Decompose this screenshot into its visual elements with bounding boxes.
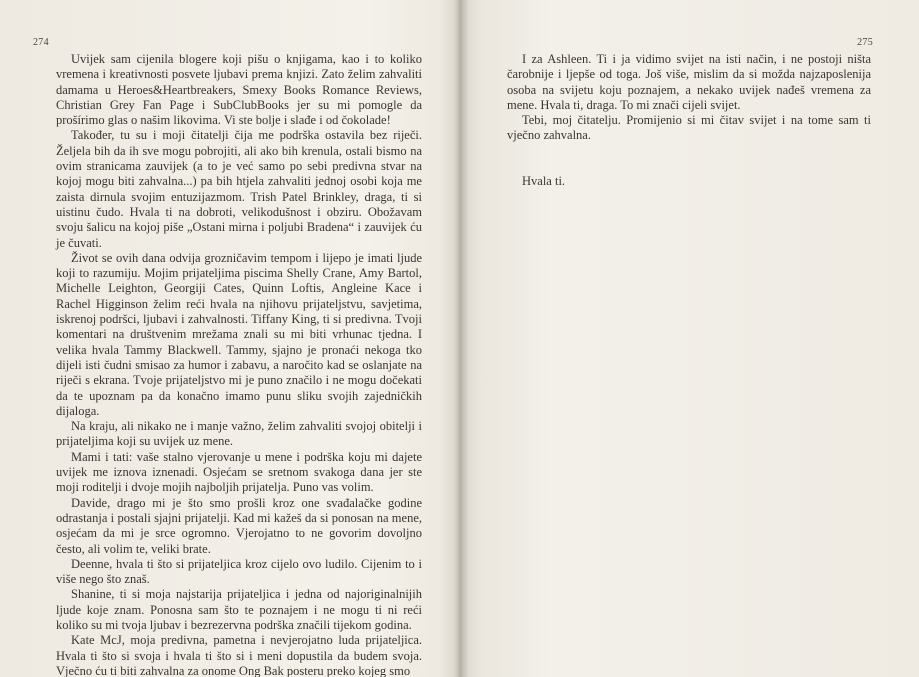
paragraph: Također, tu su i moji čitatelji čija me podrška ostavila bez riječi. Željela bih da ih sve mogu pobrojiti, ali ako bih krenula, ostali bismo na ovim stranicama zauvijek (a to je već samo po sebi predivna stvar na kojoj mogu biti zahvalna...) pa bih htjela zahvaliti jednoj osobi koja me zaista dirnula svojim entuzijazmom. Trish Patel Brinkley, draga, ti si uistinu čudo. Hvala ti na dobroti, velikodušnost i obziru. Obožavam svoju šalicu na kojoj piše „Ostani mirna i poljubi Bradena“ i zauvijek ću je čuvati. [56,128,422,250]
paragraph: Davide, drago mi je što smo prošli kroz one svađalačke godine odrastanja i postali sjajni prijatelji. Kad mi kažeš da si ponosan na mene, osjećam da mi je srce ogromno. Vjerojatno to ne govorim dovoljno često, ali volim te, veliki brate. [56,495,422,556]
paragraph-gap [507,144,871,174]
paragraph: Mami i tati: vaše stalno vjerovanje u mene i podrška koju mi dajete uvijek me iznova iznenadi. Osjećam se sretnom svakoga dana jer ste moji roditelji i dvoje mojih najboljih prijatelja. Puno vas volim. [56,449,422,495]
left-page [0,0,459,677]
paragraph: Život se ovih dana odvija grozničavim tempom i lijepo je imati ljude koji to razumiju. Mojim prijateljima piscima Shelly Crane, Amy Bartol, Michelle Leighton, Georgiji Cates, Quinn Loftis, Angleine Kace i Rachel Higginson želim reći hvala na njihovu prijateljstvu, savjetima, iskrenoj podršci, ljubavi i zahvalnosti. Tiffany King, ti si predivna. Tvoji komentari na društvenim mrežama znali su mi biti vrhunac tjedna. I velika hvala Tammy Blackwell. Tammy, sjajno je pronaći nekoga tko dijeli isti čudni smisao za humor i zabavu, a naročito kad se oslanjate na riječi s ekrana. Tvoje prijateljstvo mi je puno značilo i ne mogu dočekati da te upoznam pa da konačno imamo punu sliku svojih zajedničkih dijaloga. [56,250,422,418]
paragraph: Tebi, moj čitatelju. Promijenio si mi čitav svijet i na tome sam ti vječno zahvalna. [507,113,871,143]
paragraph: Na kraju, ali nikako ne i manje važno, želim zahvaliti svojoj obitelji i prijateljima koji su uvijek uz mene. [56,419,422,449]
paragraph: Kate McJ, moja predivna, pametna i nevjerojatno luda prijateljica. Hvala ti što si svoja i hvala ti što si i meni dopustila da budem svoja. Vječno ću ti biti zahvalna za onome Ong Bak posteru preko kojeg smo [56,633,422,677]
paragraph: Deenne, hvala ti što si prijateljica kroz cijelo ovo ludilo. Cijenim to i više nego što znaš. [56,556,422,587]
page-number-left: 274 [33,37,49,48]
page-number-right: 275 [857,37,873,48]
paragraph: I za Ashleen. Ti i ja vidimo svijet na isti način, i ne postoji ništa čarobnije i ljepše od toga. Još više, mislim da si možda najzaposlenija osoba na svijetu koju poznajem, a nekako uvijek nađeš vremena za mene. Hvala ti, draga. To mi znači cijeli svijet. [507,52,871,112]
left-page-text [56,52,422,677]
right-page-text [507,52,871,189]
right-page [461,0,919,677]
paragraph: Shanine, ti si moja najstarija prijateljica i jedna od najoriginalnijih ljude koje znam. Ponosna sam što te poznajem i ne mogu ti ni reći koliko su mi tvoja ljubav i bezrezervna podrška značili tijekom godina. [56,587,422,632]
paragraph: Uvijek sam cijenila blogere koji pišu o knjigama, kao i to koliko vremena i kreativnosti posvete ljubavi prema knjizi. Zato želim zahvaliti damama u Heroes&Heartbreakers, Smexy Books Romance Reviews, Christian Grey Fan Page i SubClubBooks jer su mi pomogle da prošírimo glas o našim likovima. Vi ste bolje i slađe i od čokolade! [56,52,422,128]
closing-line: Hvala ti. [522,173,566,188]
